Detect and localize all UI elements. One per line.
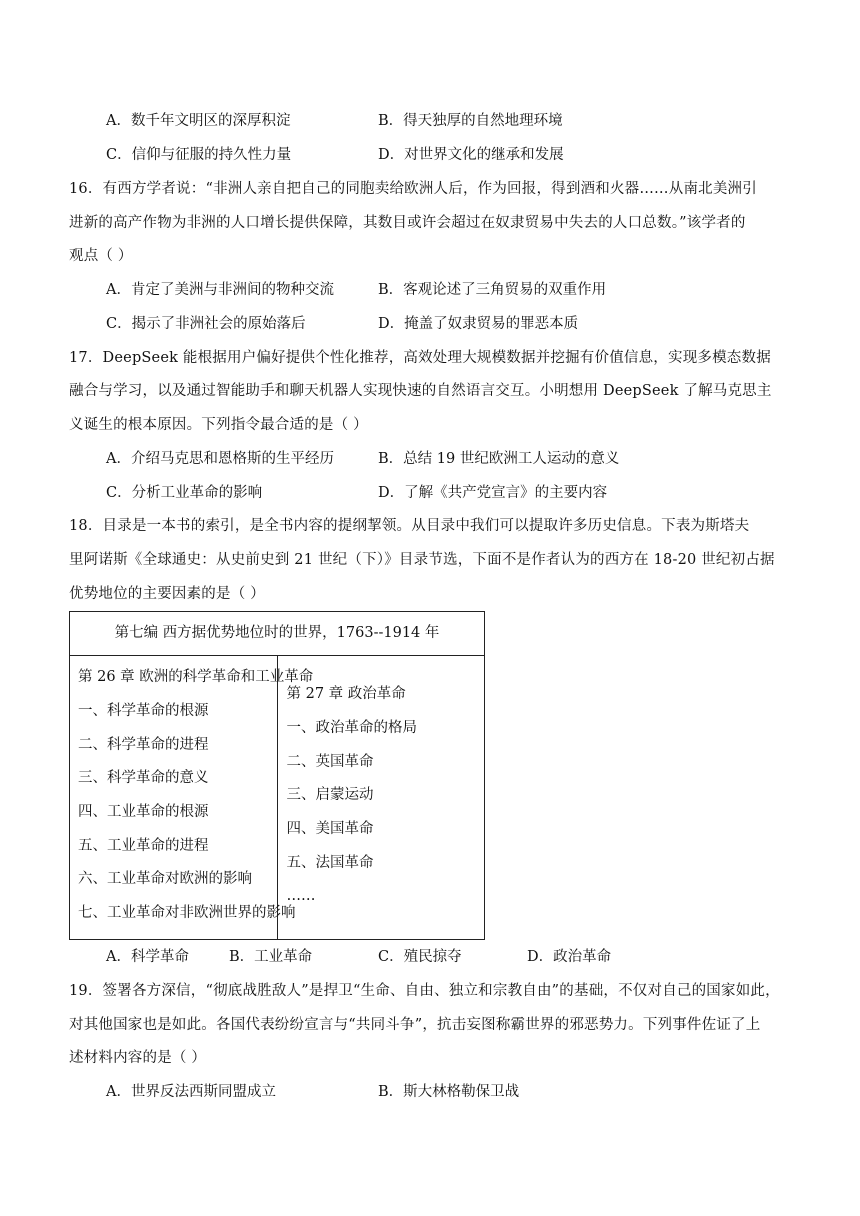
q19-stem-line-3: 述材料内容的是（ ） <box>69 1050 207 1066</box>
toc-left-item: 三、科学革命的意义 <box>78 770 209 786</box>
q17-option-d: D．了解《共产党宣言》的主要内容 <box>378 485 608 501</box>
q16-stem-line-2: 进新的高产作物为非洲的人口增长提供保障，其数目或许会超过在奴隶贸易中失去的人口总数。”该学者的 <box>69 215 746 231</box>
q17-stem-line-3: 义诞生的根本原因。下列指令最合适的是（ ） <box>69 417 368 433</box>
q17-option-c: C．分析工业革命的影响 <box>106 485 263 501</box>
toc-right-item: 二、英国革命 <box>286 754 374 770</box>
q17-option-b: B．总结 19 世纪欧洲工人运动的意义 <box>378 451 620 467</box>
q18-stem-line-2: 里阿诺斯《全球通史：从史前史到 21 世纪（下）》目录节选，下面不是作者认为的西方在 18-20 世纪初占据 <box>69 552 775 568</box>
q16-option-b: B．客观论述了三角贸易的双重作用 <box>378 282 607 298</box>
q17-stem-line-1: 17．DeepSeek 能根据用户偏好提供个性化推荐，高效处理大规模数据并挖掘有价值信息，实现多模态数据 <box>69 350 771 366</box>
toc-left-item: 七、工业革命对非欧洲世界的影响 <box>78 905 296 921</box>
q17-stem-line-2: 融合与学习，以及通过智能助手和聊天机器人实现快速的自然语言交互。小明想用 DeepSeek 了解马克思主 <box>69 383 772 399</box>
q17-option-a: A．介绍马克思和恩格斯的生平经历 <box>106 451 334 467</box>
table-of-contents <box>69 611 485 940</box>
q18-option-a: A．科学革命 <box>106 949 189 965</box>
q16-option-d: D．掩盖了奴隶贸易的罪恶本质 <box>378 316 579 332</box>
toc-chapter-26 <box>70 656 314 940</box>
q15-option-a: A．数千年文明区的深厚积淀 <box>106 113 291 129</box>
q15-option-c: C．信仰与征服的持久性力量 <box>106 147 292 163</box>
q19-option-b: B．斯大林格勒保卫战 <box>378 1084 520 1100</box>
toc-left-item: 二、科学革命的进程 <box>78 737 209 753</box>
toc-left-item: 六、工业革命对欧洲的影响 <box>78 871 252 887</box>
q18-option-b: B．工业革命 <box>229 949 313 965</box>
q18-option-c: C．殖民掠夺 <box>378 949 462 965</box>
toc-left-item: 第 26 章 欧洲的科学革命和工业革命 <box>78 669 314 685</box>
q15-option-b: B．得天独厚的自然地理环境 <box>378 113 563 129</box>
q19-option-a: A．世界反法西斯同盟成立 <box>106 1084 276 1100</box>
toc-right-item: …… <box>286 888 316 904</box>
toc-right-item: 一、政治革命的格局 <box>286 720 417 736</box>
q16-stem-line-3: 观点（ ） <box>69 248 133 264</box>
q18-stem-line-1: 18．目录是一本书的索引，是全书内容的提纲挈领。从目录中我们可以提取许多历史信息。下表为斯塔夫 <box>69 518 750 534</box>
toc-left-item: 一、科学革命的根源 <box>78 703 209 719</box>
q16-option-a: A．肯定了美洲与非洲间的物种交流 <box>106 282 334 298</box>
q18-stem-line-3: 优势地位的主要因素的是（ ） <box>69 586 265 602</box>
q16-option-c: C．揭示了非洲社会的原始落后 <box>106 316 306 332</box>
toc-right-item: 第 27 章 政治革命 <box>286 686 406 702</box>
toc-left-item: 四、工业革命的根源 <box>78 804 209 820</box>
q18-option-d: D．政治革命 <box>527 949 612 965</box>
q15-option-d: D．对世界文化的继承和发展 <box>378 147 564 163</box>
q19-stem-line-1: 19．签署各方深信，“彻底战胜敌人”是捍卫“生命、自由、独立和宗教自由”的基础，不仅对自己的国家如此， <box>69 983 780 999</box>
toc-right-item: 五、法国革命 <box>286 855 374 871</box>
q16-stem-line-1: 16．有西方学者说：“非洲人亲自把自己的同胞卖给欧洲人后，作为回报，得到酒和火器……从南北美洲引 <box>69 181 757 197</box>
toc-chapter-27 <box>277 656 485 940</box>
toc-right-item: 四、美国革命 <box>286 821 374 837</box>
q19-stem-line-2: 对其他国家也是如此。各国代表纷纷宣言与“共同斗争”，抗击妄图称霸世界的邪恶势力。下列事件佐证了上 <box>69 1017 761 1033</box>
toc-caption: 第七编 西方据优势地位时的世界，1763--1914 年 <box>70 612 485 656</box>
toc-left-item: 五、工业革命的进程 <box>78 838 209 854</box>
toc-right-item: 三、启蒙运动 <box>286 787 374 803</box>
